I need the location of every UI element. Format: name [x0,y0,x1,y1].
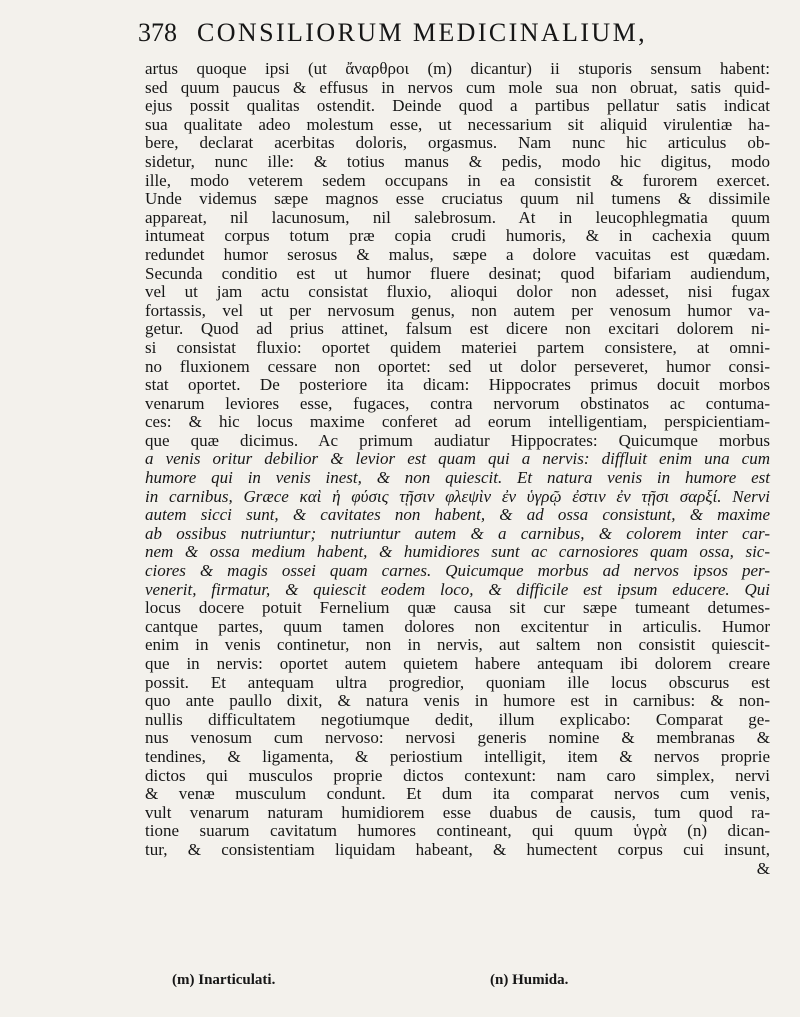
text-line: dictos qui musculos proprie dictos contexunt: nam caro simplex, nervi [145,765,770,785]
text-line: bere, declarat acerbitas doloris, orgasmus. Nam nunc hic articulus ob- [145,133,770,153]
text-line: ille, modo veterem sedem occupans in ea consistit & furorem exercet. [145,170,770,190]
quotation-line: a venis oritur debilior & levior est quam qui a nervis: diffluit enim una cum [145,449,770,469]
footnote-m: (m) Inarticulati. [172,972,276,988]
text-line: ejus possit qualitas ostendit. Deinde quod a partibus pellatur satis indicat [145,96,770,116]
body-text [145,60,770,878]
text-line: possit. Et antequam ultra progredior, quoniam ille locus obscurus est [145,672,770,692]
text-line: no fluxionem cessare non oportet: sed ut dolor perseveret, humor consi- [145,356,770,376]
text-line: sed quum paucus & effusus in nervos cum mole sua non obruat, satis quid- [145,77,770,97]
text-line: Secunda conditio est ut humor fluere desinat; quod bifariam audiendum, [145,263,770,283]
footnote-n: (n) Humida. [490,972,569,988]
text-line: stat oportet. De posteriore ita dicam: Hippocrates primus docuit morbos [145,375,770,395]
text-line: intumeat corpus totum præ copia crudi humoris, & in cachexia quum [145,226,770,246]
text-line: redundet humor serosus & malus, sæpe a dolore vacuitas est quædam. [145,244,770,264]
text-line: vel ut jam actu consistat fluxio, alioqui dolor non adesset, nisi fugax [145,282,770,302]
text-line: nus venosum cum nervoso: nervosi generis nomine & membranas & [145,728,770,748]
quotation-line: in carnibus, Græce καὶ ἡ φύσις τῇσιν φλεψὶν ἐν ὑγρῷ ἐστιν ἐν τῇσι σαρξί. Nervi [145,486,770,506]
text-line: & venæ musculum condunt. Et dum ita comparat nervos cum venis, [145,784,770,804]
text-line: getur. Quod ad prius attinet, falsum est dicere non excitari dolorem ni- [145,319,770,339]
quotation-line: humore qui in venis inest, & non quiescit. Et natura venis in humore est [145,468,770,488]
text-line: Unde videmus sæpe magnos esse cruciatus quum nil tumens & dissimile [145,189,770,209]
text-line: tendines, & ligamenta, & periostium intelligit, item & nervos proprie [145,746,770,766]
text-line: vult venarum naturam humidiorem esse duabus de causis, tum quod ra- [145,802,770,822]
text-line: sua qualitate adeo molestum esse, ut necessarium sit aliquid virulentiæ ha- [145,114,770,134]
catchword: & [756,858,770,878]
text-line: fortassis, vel ut per nervosum genus, non autem per venosum humor va- [145,300,770,320]
text-line: tione suarum cavitatum humores contineant, qui quum ὑγρὰ (n) dican- [145,821,770,841]
text-line: tur, & consistentiam liquidam habeant, & humectent corpus cui insunt, [145,839,770,859]
text-line: artus quoque ipsi (ut ἄναρθροι (m) dicantur) ii stuporis sensum habent: [145,59,770,78]
text-line: que in nervis: oportet autem quietem habere antequam ibi dolorem creare [145,654,770,673]
text-line: cantque partes, quum tamen dolores non excitentur in articulis. Humor [145,616,770,636]
quotation-line: venerit, firmatur, & quiescit eodem loco, & difficile est ipsum educere. Qui [145,579,770,599]
text-line: si consistat fluxio: oportet quidem materiei partem consistere, at omni- [145,337,770,357]
text-line: appareat, nil lacunosum, nil salebrosum. At in leucophlegmatia quum [145,207,770,227]
quotation-line: nem & ossa medium habent, & humidiores sunt ac carnosiores quam ossa, sic- [145,542,770,562]
text-line: sidetur, nunc ille: & totius manus & pedis, modo hic digitus, modo [145,151,770,171]
text-line: venarum leviores esse, fugaces, contra nervorum obstinatos ac contuma- [145,393,770,413]
text-line: enim in venis continetur, non in nervis, aut saltem non consistit quiescit- [145,635,770,655]
text-line: que quæ dicimus. Ac primum audiatur Hippocrates: Quicumque morbus [145,430,770,450]
footnotes [172,972,732,989]
quotation-line: ciores & magis ossei quam carnes. Quicumque morbus ad nervos ipsos per- [145,561,770,581]
text-line: locus docere potuit Fernelium quæ causa sit cur sæpe tumeant detumes- [145,598,770,618]
text-line: nullis difficultatem negotiumque dedit, illum explicabo: Comparat ge- [145,709,770,729]
page-number: 378 [138,18,177,47]
text-line: ces: & hic locus maxime conferet ad eorum intelligentiam, perspicientiam- [145,412,770,432]
quotation-line: ab ossibus nutriuntur; nutriuntur autem & a carnibus, & colorem inter car- [145,523,770,543]
running-title: CONSILIORUM MEDICINALIUM, [197,18,647,47]
quotation-line: autem sicci sunt, & cavitates non habent, & ad ossa consistunt, & maxime [145,505,770,525]
text-line: quo ante paullo dixit, & natura venis in humore est in carnibus: & non- [145,691,770,711]
page-header [138,18,728,58]
